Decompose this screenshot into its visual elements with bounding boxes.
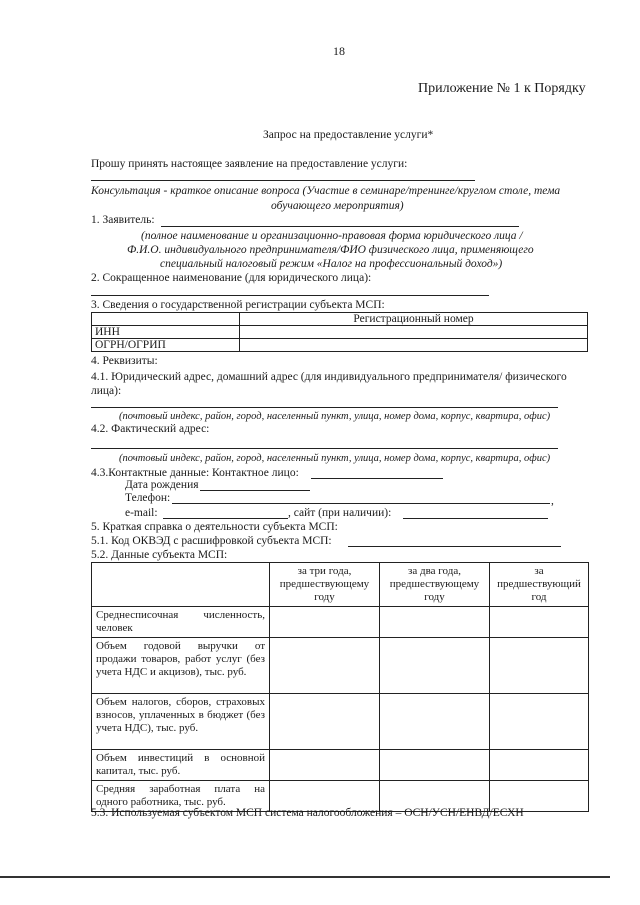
- data-input-cell[interactable]: [380, 750, 490, 781]
- data-input-cell[interactable]: [270, 638, 380, 694]
- table-cell: [92, 313, 240, 326]
- inn-input-cell[interactable]: [240, 326, 588, 339]
- item-registration-label: 3. Сведения о государственной регистрации субъекта МСП:: [91, 299, 385, 311]
- data-input-cell[interactable]: [270, 750, 380, 781]
- birth-date-label: Дата рождения: [125, 479, 199, 491]
- table-row: [92, 638, 589, 694]
- table-row: [92, 607, 589, 638]
- sme-data-table: [91, 562, 589, 812]
- phone-label: Телефон:: [125, 492, 171, 504]
- website-field-line[interactable]: [403, 518, 548, 519]
- data-input-cell[interactable]: [490, 694, 589, 750]
- phone-comma: ,: [551, 495, 554, 507]
- consultation-line-2: обучающего мероприятия): [271, 200, 404, 212]
- data-input-cell[interactable]: [380, 638, 490, 694]
- document-title: Запрос на предоставление услуги*: [263, 129, 434, 141]
- ogrn-label: ОГРН/ОГРИП: [92, 339, 240, 352]
- table-header-row: [92, 563, 589, 607]
- table-cell: [92, 563, 270, 607]
- intro-text: Прошу принять настоящее заявление на предоставление услуги:: [91, 158, 408, 170]
- tax-system-label: 5.3. Используемая субъектом МСП система налогообложения – ОСН/УСН/ЕНВД/ЕСХН: [91, 807, 524, 819]
- legal-address-field-line[interactable]: [91, 407, 558, 408]
- inn-label: ИНН: [92, 326, 240, 339]
- row-label-salary: Средняя заработная плата на одного работника, тыс. руб.: [92, 781, 270, 812]
- applicant-note-1: (полное наименование и организационно-правовая форма юридического лица /: [141, 230, 523, 242]
- email-label: e-mail:: [125, 507, 158, 519]
- phone-field-line[interactable]: [172, 503, 550, 504]
- table-row: [92, 313, 588, 326]
- actual-address-field-line[interactable]: [91, 448, 558, 449]
- item-activity-label: 5. Краткая справка о деятельности субъекта МСП:: [91, 521, 338, 533]
- consultation-line-1: Консультация - краткое описание вопроса (Участие в семинаре/тренинге/круглом столе, тема: [91, 185, 561, 197]
- short-name-field-line[interactable]: [91, 295, 489, 296]
- data-input-cell[interactable]: [380, 694, 490, 750]
- data-input-cell[interactable]: [490, 638, 589, 694]
- service-field-line[interactable]: [91, 180, 475, 181]
- table-row: [92, 326, 588, 339]
- data-input-cell[interactable]: [270, 694, 380, 750]
- registration-table: [91, 312, 588, 352]
- contact-person-label: 4.3.Контактные данные: Контактное лицо:: [91, 467, 299, 479]
- data-input-cell[interactable]: [270, 607, 380, 638]
- row-label-taxes: Объем налогов, сборов, страховых взносов, уплаченных в бюджет (без учета НДС), тыс. руб.: [92, 694, 270, 750]
- applicant-note-2: Ф.И.О. индивидуального предпринимателя/ФИО физического лица, применяющего: [127, 244, 534, 256]
- item-applicant-label: 1. Заявитель:: [91, 214, 155, 226]
- okved-label: 5.1. Код ОКВЭД с расшифровкой субъекта МСП:: [91, 535, 332, 547]
- legal-address-label-1: 4.1. Юридический адрес, домашний адрес (для индивидуального предпринимателя/ физического: [91, 371, 567, 383]
- data-input-cell[interactable]: [380, 607, 490, 638]
- column-header-previous-year: за предшествующий год: [490, 563, 589, 607]
- column-header-two-years: за два года, предшествующему году: [380, 563, 490, 607]
- row-label-headcount: Среднесписочная численность, человек: [92, 607, 270, 638]
- table-row: [92, 750, 589, 781]
- item-short-name-label: 2. Сокращенное наименование (для юридического лица):: [91, 272, 372, 284]
- data-input-cell[interactable]: [490, 607, 589, 638]
- page-bottom-edge: [0, 876, 610, 878]
- birth-date-field-line[interactable]: [200, 490, 310, 491]
- table-row: [92, 694, 589, 750]
- applicant-field-line[interactable]: [161, 226, 519, 227]
- data-section-label: 5.2. Данные субъекта МСП:: [91, 549, 228, 561]
- table-row: [92, 339, 588, 352]
- actual-address-note: (почтовый индекс, район, город, населенный пункт, улица, номер дома, корпус, квартира, офис): [119, 453, 551, 464]
- page-number: 18: [333, 44, 345, 58]
- ogrn-input-cell[interactable]: [240, 339, 588, 352]
- email-field-line[interactable]: [163, 518, 288, 519]
- column-header-three-years: за три года, предшествующему году: [270, 563, 380, 607]
- registration-number-header: Регистрационный номер: [240, 313, 588, 326]
- website-label: , сайт (при наличии):: [288, 507, 392, 519]
- data-input-cell[interactable]: [490, 750, 589, 781]
- legal-address-note: (почтовый индекс, район, город, населенный пункт, улица, номер дома, корпус, квартира, офис): [119, 411, 551, 422]
- row-label-investments: Объем инвестиций в основной капитал, тыс. руб.: [92, 750, 270, 781]
- item-requisites-label: 4. Реквизиты:: [91, 355, 158, 367]
- row-label-revenue: Объем годовой выручки от продажи товаров, работ услуг (без учета НДС и акцизов), тыс. руб.: [92, 638, 270, 694]
- actual-address-label: 4.2. Фактический адрес:: [91, 423, 210, 435]
- legal-address-label-2: лица):: [91, 385, 122, 397]
- contact-person-field-line[interactable]: [311, 478, 443, 479]
- appendix-label: Приложение № 1 к Порядку: [418, 81, 586, 96]
- applicant-note-3: специальный налоговый режим «Налог на профессиональный доход»): [160, 258, 503, 270]
- okved-field-line[interactable]: [348, 546, 561, 547]
